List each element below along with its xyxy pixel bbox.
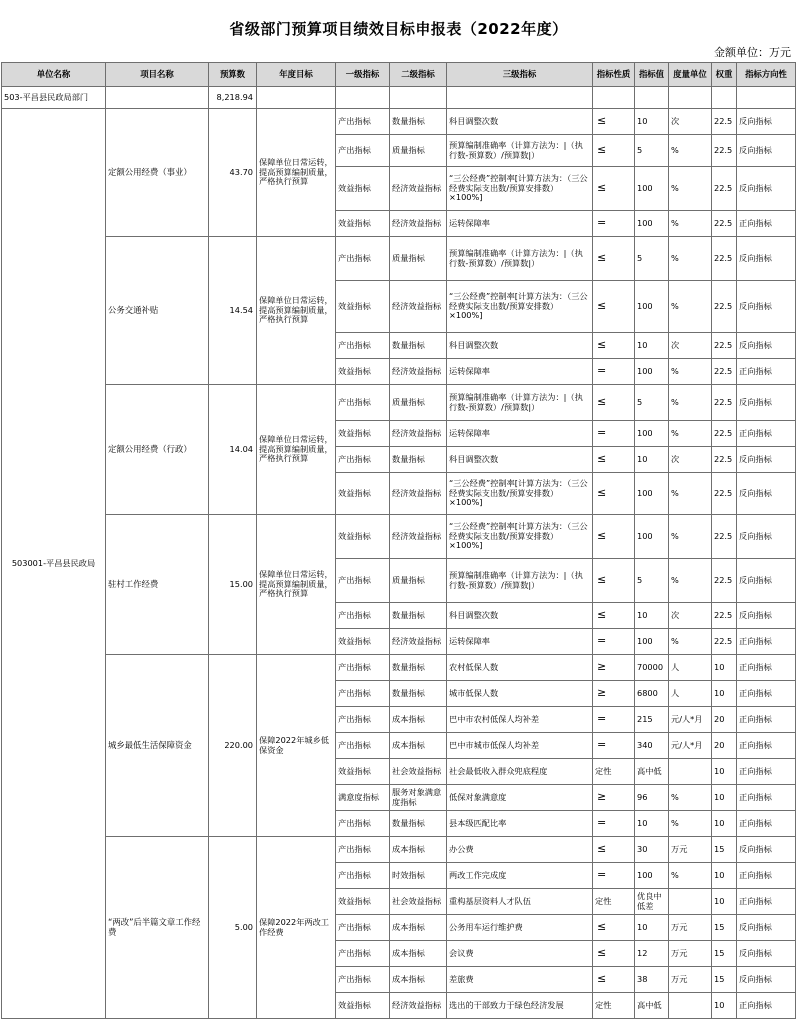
indicator-level2: 经济效益指标 <box>390 629 447 655</box>
indicator-level1: 产出指标 <box>336 837 390 863</box>
indicator-nature: = <box>593 629 635 655</box>
indicator-direction: 反向指标 <box>737 333 796 359</box>
indicator-direction: 正向指标 <box>737 733 796 759</box>
indicator-level2: 经济效益指标 <box>390 421 447 447</box>
indicator-row <box>2 655 796 681</box>
indicator-level3: 预算编制准确率（计算方法为：|（执行数-预算数）/预算数|） <box>447 385 593 421</box>
indicator-weight: 22.5 <box>712 385 737 421</box>
indicator-direction: 反向指标 <box>737 473 796 515</box>
summary-empty-cell <box>593 87 635 109</box>
indicator-value: 100 <box>635 211 669 237</box>
indicator-row <box>2 237 796 281</box>
indicator-level1: 满意度指标 <box>336 785 390 811</box>
indicator-weight: 10 <box>712 811 737 837</box>
project-name-cell: 定额公用经费（事业） <box>106 109 209 237</box>
indicator-level2: 经济效益指标 <box>390 515 447 559</box>
indicator-nature: ≥ <box>593 655 635 681</box>
summary-empty-cell <box>669 87 712 109</box>
header-row <box>2 63 796 87</box>
indicator-level3: 巴中市农村低保人均补差 <box>447 707 593 733</box>
indicator-nature: 定性 <box>593 993 635 1019</box>
indicator-level3: 运转保障率 <box>447 421 593 447</box>
indicator-weight: 10 <box>712 785 737 811</box>
indicator-weight: 22.5 <box>712 237 737 281</box>
indicator-level3: 运转保障率 <box>447 629 593 655</box>
indicator-unit: % <box>669 135 712 167</box>
indicator-nature: ≤ <box>593 559 635 603</box>
indicator-level2: 数量指标 <box>390 681 447 707</box>
indicator-level3: 县本级匹配比率 <box>447 811 593 837</box>
indicator-unit <box>669 993 712 1019</box>
indicator-level1: 效益指标 <box>336 993 390 1019</box>
summary-empty-cell <box>257 87 336 109</box>
indicator-direction: 反向指标 <box>737 603 796 629</box>
indicator-unit: 元/人*月 <box>669 733 712 759</box>
header-cell: 三级指标 <box>447 63 593 87</box>
indicator-value: 38 <box>635 967 669 993</box>
summary-budget: 8,218.94 <box>209 87 257 109</box>
indicator-direction: 正向指标 <box>737 211 796 237</box>
indicator-nature: ≤ <box>593 941 635 967</box>
indicator-level2: 数量指标 <box>390 603 447 629</box>
indicator-level1: 产出指标 <box>336 559 390 603</box>
indicator-level1: 产出指标 <box>336 135 390 167</box>
indicator-direction: 正向指标 <box>737 811 796 837</box>
indicator-weight: 22.5 <box>712 109 737 135</box>
indicator-nature: ≤ <box>593 603 635 629</box>
indicator-level2: 质量指标 <box>390 559 447 603</box>
indicator-unit: 万元 <box>669 941 712 967</box>
indicator-weight: 10 <box>712 681 737 707</box>
indicator-weight: 22.5 <box>712 515 737 559</box>
indicator-weight: 22.5 <box>712 167 737 211</box>
indicator-level1: 效益指标 <box>336 281 390 333</box>
indicator-value: 10 <box>635 811 669 837</box>
indicator-level2: 质量指标 <box>390 385 447 421</box>
indicator-level1: 产出指标 <box>336 681 390 707</box>
indicator-level1: 产出指标 <box>336 967 390 993</box>
page-title: 省级部门预算项目绩效目标申报表（2022年度） <box>229 20 568 38</box>
header-cell: 指标方向性 <box>737 63 796 87</box>
indicator-weight: 15 <box>712 915 737 941</box>
indicator-nature: = <box>593 211 635 237</box>
indicator-direction: 反向指标 <box>737 837 796 863</box>
indicator-level3: “三公经费”控制率[计算方法为：（三公经费实际支出数/预算安排数）×100%] <box>447 167 593 211</box>
indicator-nature: ≥ <box>593 681 635 707</box>
indicator-level1: 效益指标 <box>336 167 390 211</box>
indicator-nature: ≤ <box>593 135 635 167</box>
project-name-cell: 公务交通补贴 <box>106 237 209 385</box>
project-target-cell: 保障单位日常运转，提高预算编制质量，严格执行预算 <box>257 237 336 385</box>
indicator-nature: = <box>593 733 635 759</box>
indicator-level1: 产出指标 <box>336 603 390 629</box>
indicator-level2: 数量指标 <box>390 655 447 681</box>
indicator-direction: 反向指标 <box>737 281 796 333</box>
indicator-weight: 10 <box>712 863 737 889</box>
indicator-unit: 人 <box>669 655 712 681</box>
indicator-nature: ≤ <box>593 915 635 941</box>
indicator-nature: 定性 <box>593 889 635 915</box>
indicator-level1: 产出指标 <box>336 655 390 681</box>
indicator-row <box>2 109 796 135</box>
project-budget-cell: 5.00 <box>209 837 257 1019</box>
summary-empty-cell <box>635 87 669 109</box>
indicator-direction: 正向指标 <box>737 707 796 733</box>
project-target-cell: 保障2022年城乡低保资金 <box>257 655 336 837</box>
indicator-direction: 反向指标 <box>737 167 796 211</box>
indicator-level1: 效益指标 <box>336 629 390 655</box>
indicator-level2: 经济效益指标 <box>390 167 447 211</box>
indicator-unit: % <box>669 559 712 603</box>
indicator-level1: 效益指标 <box>336 473 390 515</box>
indicator-level2: 社会效益指标 <box>390 889 447 915</box>
header-cell: 一级指标 <box>336 63 390 87</box>
indicator-direction: 正向指标 <box>737 421 796 447</box>
indicator-level2: 成本指标 <box>390 707 447 733</box>
indicator-weight: 22.5 <box>712 359 737 385</box>
indicator-nature: ≤ <box>593 281 635 333</box>
indicator-level2: 经济效益指标 <box>390 359 447 385</box>
summary-empty-cell <box>712 87 737 109</box>
indicator-value: 70000 <box>635 655 669 681</box>
project-target-cell: 保障2022年两改工作经费 <box>257 837 336 1019</box>
indicator-unit <box>669 889 712 915</box>
indicator-level2: 质量指标 <box>390 135 447 167</box>
indicator-value: 10 <box>635 109 669 135</box>
indicator-value: 215 <box>635 707 669 733</box>
indicator-level3: 办公费 <box>447 837 593 863</box>
indicator-value: 12 <box>635 941 669 967</box>
indicator-level1: 产出指标 <box>336 941 390 967</box>
indicator-value: 30 <box>635 837 669 863</box>
indicator-direction: 反向指标 <box>737 915 796 941</box>
summary-row <box>2 87 796 109</box>
indicator-unit: % <box>669 629 712 655</box>
indicator-weight: 10 <box>712 889 737 915</box>
indicator-weight: 15 <box>712 967 737 993</box>
indicator-level3: 预算编制准确率（计算方法为：|（执行数-预算数）/预算数|） <box>447 237 593 281</box>
indicator-nature: ≤ <box>593 447 635 473</box>
indicator-nature: ≤ <box>593 333 635 359</box>
project-target-cell: 保障单位日常运转，提高预算编制质量，严格执行预算 <box>257 385 336 515</box>
indicator-weight: 15 <box>712 837 737 863</box>
indicator-value: 5 <box>635 135 669 167</box>
indicator-level1: 效益指标 <box>336 359 390 385</box>
indicator-direction: 反向指标 <box>737 237 796 281</box>
indicator-weight: 10 <box>712 993 737 1019</box>
indicator-weight: 22.5 <box>712 135 737 167</box>
indicator-level1: 效益指标 <box>336 211 390 237</box>
indicator-level3: 巴中市城市低保人均补差 <box>447 733 593 759</box>
summary-unit-name: 503-平昌县民政局部门 <box>2 87 106 109</box>
indicator-level1: 产出指标 <box>336 109 390 135</box>
indicator-level3: 城市低保人数 <box>447 681 593 707</box>
indicator-weight: 22.5 <box>712 421 737 447</box>
indicator-unit <box>669 759 712 785</box>
indicator-level2: 成本指标 <box>390 967 447 993</box>
indicator-nature: 定性 <box>593 759 635 785</box>
summary-empty-cell <box>336 87 390 109</box>
project-name-cell: 驻村工作经费 <box>106 515 209 655</box>
indicator-weight: 22.5 <box>712 629 737 655</box>
indicator-value: 5 <box>635 559 669 603</box>
indicator-level3: “三公经费”控制率[计算方法为：（三公经费实际支出数/预算安排数）×100%] <box>447 473 593 515</box>
indicator-value: 100 <box>635 629 669 655</box>
indicator-nature: ≤ <box>593 167 635 211</box>
indicator-direction: 反向指标 <box>737 559 796 603</box>
indicator-direction: 正向指标 <box>737 629 796 655</box>
indicator-nature: = <box>593 421 635 447</box>
indicator-unit: % <box>669 281 712 333</box>
indicator-weight: 20 <box>712 707 737 733</box>
header-cell: 指标性质 <box>593 63 635 87</box>
summary-empty-cell <box>106 87 209 109</box>
indicator-level2: 数量指标 <box>390 333 447 359</box>
indicator-value: 100 <box>635 359 669 385</box>
indicator-value: 100 <box>635 473 669 515</box>
indicator-unit: % <box>669 863 712 889</box>
indicator-level2: 服务对象满意度指标 <box>390 785 447 811</box>
indicator-level2: 成本指标 <box>390 915 447 941</box>
indicator-level1: 产出指标 <box>336 447 390 473</box>
indicator-unit: % <box>669 473 712 515</box>
indicator-direction: 正向指标 <box>737 889 796 915</box>
indicator-direction: 反向指标 <box>737 447 796 473</box>
header-cell: 预算数 <box>209 63 257 87</box>
indicator-direction: 反向指标 <box>737 385 796 421</box>
indicator-level1: 产出指标 <box>336 237 390 281</box>
indicator-direction: 反向指标 <box>737 941 796 967</box>
indicator-value: 10 <box>635 333 669 359</box>
indicator-weight: 22.5 <box>712 603 737 629</box>
indicator-level1: 产出指标 <box>336 811 390 837</box>
indicator-nature: ≤ <box>593 109 635 135</box>
header-cell: 二级指标 <box>390 63 447 87</box>
indicator-row <box>2 385 796 421</box>
indicator-unit: 元/人*月 <box>669 707 712 733</box>
indicator-weight: 15 <box>712 941 737 967</box>
header-cell: 单位名称 <box>2 63 106 87</box>
summary-empty-cell <box>737 87 796 109</box>
indicator-level1: 产出指标 <box>336 733 390 759</box>
indicator-unit: % <box>669 237 712 281</box>
indicator-level1: 产出指标 <box>336 333 390 359</box>
indicator-value: 高中低 <box>635 993 669 1019</box>
indicator-level2: 数量指标 <box>390 109 447 135</box>
indicator-level3: “三公经费”控制率[计算方法为：（三公经费实际支出数/预算安排数）×100%] <box>447 515 593 559</box>
indicator-unit: 次 <box>669 603 712 629</box>
indicator-level1: 效益指标 <box>336 515 390 559</box>
indicator-row <box>2 515 796 559</box>
indicator-direction: 正向指标 <box>737 759 796 785</box>
indicator-weight: 22.5 <box>712 333 737 359</box>
indicator-level3: 会议费 <box>447 941 593 967</box>
summary-empty-cell <box>390 87 447 109</box>
project-target-cell: 保障单位日常运转，提高预算编制质量，严格执行预算 <box>257 109 336 237</box>
indicator-nature: ≤ <box>593 515 635 559</box>
indicator-unit: 万元 <box>669 837 712 863</box>
indicator-level1: 产出指标 <box>336 707 390 733</box>
indicator-level3: 预算编制准确率（计算方法为：|（执行数-预算数）/预算数|） <box>447 135 593 167</box>
indicator-level3: 重构基层资料人才队伍 <box>447 889 593 915</box>
indicator-level2: 经济效益指标 <box>390 993 447 1019</box>
indicator-unit: 次 <box>669 109 712 135</box>
indicator-unit: % <box>669 785 712 811</box>
performance-target-table <box>1 62 796 1019</box>
indicator-level3: 科目调整次数 <box>447 603 593 629</box>
indicator-level3: 科目调整次数 <box>447 109 593 135</box>
indicator-level2: 数量指标 <box>390 447 447 473</box>
indicator-direction: 正向指标 <box>737 359 796 385</box>
indicator-level3: 低保对象满意度 <box>447 785 593 811</box>
indicator-direction: 反向指标 <box>737 967 796 993</box>
indicator-value: 100 <box>635 421 669 447</box>
indicator-level2: 成本指标 <box>390 837 447 863</box>
project-budget-cell: 220.00 <box>209 655 257 837</box>
indicator-level1: 产出指标 <box>336 863 390 889</box>
indicator-level2: 时效指标 <box>390 863 447 889</box>
indicator-value: 100 <box>635 863 669 889</box>
indicator-value: 10 <box>635 915 669 941</box>
indicator-level1: 效益指标 <box>336 421 390 447</box>
header-cell: 度量单位 <box>669 63 712 87</box>
indicator-level3: 科目调整次数 <box>447 447 593 473</box>
indicator-value: 6800 <box>635 681 669 707</box>
indicator-weight: 10 <box>712 655 737 681</box>
project-name-cell: 城乡最低生活保障资金 <box>106 655 209 837</box>
indicator-level1: 效益指标 <box>336 759 390 785</box>
indicator-level2: 质量指标 <box>390 237 447 281</box>
indicator-level3: 农村低保人数 <box>447 655 593 681</box>
project-budget-cell: 14.54 <box>209 237 257 385</box>
project-budget-cell: 15.00 <box>209 515 257 655</box>
indicator-value: 100 <box>635 167 669 211</box>
indicator-unit: % <box>669 421 712 447</box>
amount-unit-label: 金额单位：万元 <box>714 46 791 59</box>
unit-name-cell: 503001-平昌县民政局 <box>2 109 106 1019</box>
indicator-level3: 公务用车运行维护费 <box>447 915 593 941</box>
indicator-unit: % <box>669 811 712 837</box>
indicator-level3: 预算编制准确率（计算方法为：|（执行数-预算数）/预算数|） <box>447 559 593 603</box>
indicator-level3: 选出的干部致力于绿色经济发展 <box>447 993 593 1019</box>
indicator-level2: 数量指标 <box>390 811 447 837</box>
indicator-direction: 正向指标 <box>737 785 796 811</box>
indicator-value: 5 <box>635 237 669 281</box>
indicator-level2: 成本指标 <box>390 941 447 967</box>
indicator-unit: 万元 <box>669 915 712 941</box>
indicator-level2: 成本指标 <box>390 733 447 759</box>
indicator-weight: 22.5 <box>712 559 737 603</box>
indicator-nature: ≤ <box>593 385 635 421</box>
indicator-weight: 22.5 <box>712 473 737 515</box>
indicator-level3: 差旅费 <box>447 967 593 993</box>
indicator-direction: 正向指标 <box>737 655 796 681</box>
indicator-nature: = <box>593 863 635 889</box>
project-target-cell: 保障单位日常运转，提高预算编制质量，严格执行预算 <box>257 515 336 655</box>
indicator-unit: 次 <box>669 447 712 473</box>
indicator-value: 100 <box>635 281 669 333</box>
indicator-nature: = <box>593 811 635 837</box>
indicator-unit: % <box>669 515 712 559</box>
indicator-value: 10 <box>635 603 669 629</box>
indicator-nature: ≤ <box>593 237 635 281</box>
indicator-unit: % <box>669 167 712 211</box>
indicator-level3: 运转保障率 <box>447 359 593 385</box>
header-cell: 年度目标 <box>257 63 336 87</box>
indicator-nature: ≥ <box>593 785 635 811</box>
indicator-level3: “三公经费”控制率[计算方法为：（三公经费实际支出数/预算安排数）×100%] <box>447 281 593 333</box>
indicator-nature: = <box>593 707 635 733</box>
indicator-direction: 反向指标 <box>737 109 796 135</box>
indicator-unit: % <box>669 385 712 421</box>
indicator-level1: 效益指标 <box>336 889 390 915</box>
indicator-weight: 22.5 <box>712 447 737 473</box>
indicator-unit: 万元 <box>669 967 712 993</box>
indicator-direction: 正向指标 <box>737 681 796 707</box>
project-budget-cell: 43.70 <box>209 109 257 237</box>
header-cell: 权重 <box>712 63 737 87</box>
project-name-cell: 定额公用经费（行政） <box>106 385 209 515</box>
indicator-weight: 22.5 <box>712 281 737 333</box>
header-cell: 指标值 <box>635 63 669 87</box>
indicator-row <box>2 837 796 863</box>
project-name-cell: “两改”后半篇文章工作经费 <box>106 837 209 1019</box>
indicator-nature: = <box>593 359 635 385</box>
indicator-level2: 经济效益指标 <box>390 473 447 515</box>
indicator-level2: 经济效益指标 <box>390 211 447 237</box>
indicator-direction: 反向指标 <box>737 135 796 167</box>
summary-empty-cell <box>447 87 593 109</box>
indicator-weight: 20 <box>712 733 737 759</box>
indicator-unit: 次 <box>669 333 712 359</box>
indicator-value: 高中低 <box>635 759 669 785</box>
indicator-unit: % <box>669 359 712 385</box>
indicator-level1: 产出指标 <box>336 915 390 941</box>
indicator-direction: 反向指标 <box>737 515 796 559</box>
indicator-direction: 正向指标 <box>737 993 796 1019</box>
indicator-weight: 22.5 <box>712 211 737 237</box>
indicator-weight: 10 <box>712 759 737 785</box>
indicator-level3: 运转保障率 <box>447 211 593 237</box>
indicator-level2: 社会效益指标 <box>390 759 447 785</box>
indicator-nature: ≤ <box>593 837 635 863</box>
indicator-level3: 科目调整次数 <box>447 333 593 359</box>
indicator-value: 96 <box>635 785 669 811</box>
project-budget-cell: 14.04 <box>209 385 257 515</box>
indicator-level3: 两改工作完成度 <box>447 863 593 889</box>
indicator-nature: ≤ <box>593 967 635 993</box>
indicator-level1: 产出指标 <box>336 385 390 421</box>
indicator-direction: 正向指标 <box>737 863 796 889</box>
indicator-unit: % <box>669 211 712 237</box>
indicator-level2: 经济效益指标 <box>390 281 447 333</box>
indicator-value: 5 <box>635 385 669 421</box>
indicator-level3: 社会最低收入群众兜底程度 <box>447 759 593 785</box>
indicator-value: 340 <box>635 733 669 759</box>
indicator-value: 优良中低差 <box>635 889 669 915</box>
indicator-nature: ≤ <box>593 473 635 515</box>
indicator-value: 10 <box>635 447 669 473</box>
header-cell: 项目名称 <box>106 63 209 87</box>
indicator-unit: 人 <box>669 681 712 707</box>
indicator-value: 100 <box>635 515 669 559</box>
